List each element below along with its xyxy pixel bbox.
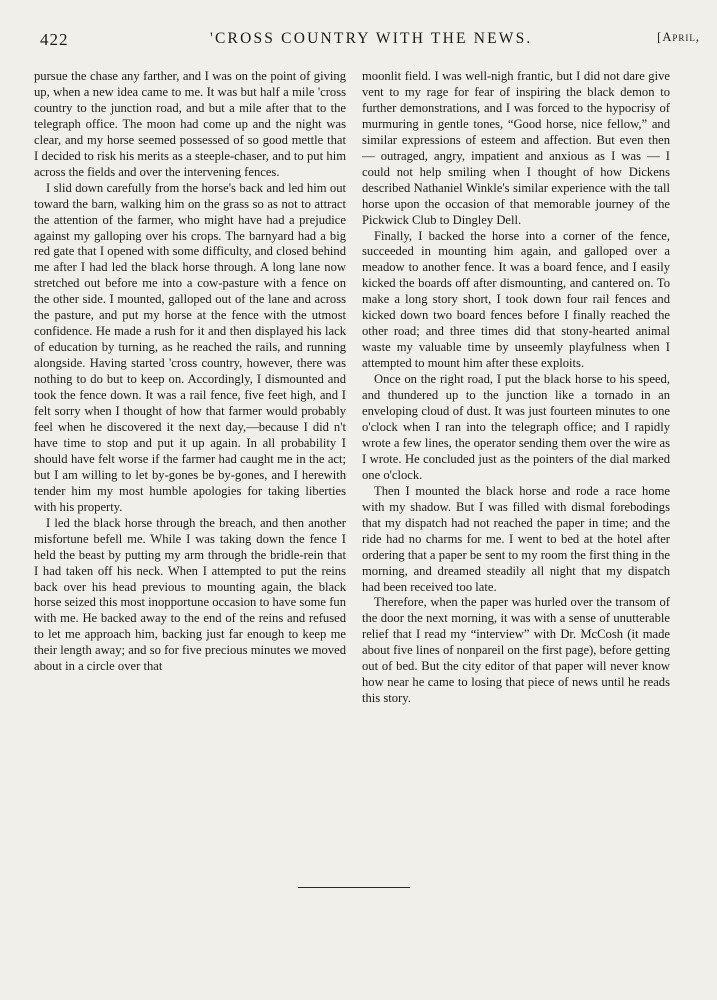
running-title: 'CROSS COUNTRY WITH THE NEWS. [210,30,533,47]
paragraph: Then I mounted the black horse and rode a race home with my shadow. But I was filled with dismal forebodings that my dispatch had not reached the paper in time; and the ride had no charms for me. I went to bed at the hotel after ordering that a paper be sent to my room the first thing in the morning, and dreamed steadily all night that my dispatch had been received too late. [362,483,670,594]
issue-month: [April, [657,30,700,44]
paragraph: Therefore, when the paper was hurled over the transom of the door the next morning, it was with a sense of unutterable relief that I read my “interview” with Dr. McCosh (it made about five lines of nonpareil on the first page), before getting out of bed. But the city editor of that paper will never know how near he came to losing that piece of news until he reads this story. [362,595,670,706]
paragraph: I slid down carefully from the horse's back and led him out toward the barn, walking him on the grass so as not to attract the attention of the farmer, who might have had a prejudice against my galloping over his crops. The barnyard had a big red gate that I opened with some difficulty, and closed behind me after I had led the black horse through. A long lane now stretched out before me into a cow-pasture with a fence on the other side. I mounted, galloped out of the lane and across the pasture, and put my horse at the fence with the utmost confidence. He made a rush for it and then displayed his lack of education by turning, as he reached the rails, and running alongside. Having started 'cross country, however, there was nothing to do but to keep on. Accordingly, I dismounted and took the fence down. It was a rail fence, five feet high, and I felt sorry when I thought of how that farmer would probably feel when he discovered it the next day,—because I did n't have time to stop and put it up again. In all probability I should have felt worse if the farmer had caught me in the act; but I am willing to let by-gones be by-gones, and I herewith tender him my most humble apologies for taking liberties with his property. [34,180,346,514]
left-column [34,69,346,675]
paragraph: Finally, I backed the horse into a corner of the fence, succeeded in mounting him again, and galloped over a meadow to another fence. It was a board fence, and I easily kicked the boards off after dismounting, and cantered on. To make a long story short, I took down four rail fences and kicked down two board fences before I finally reached the other road; and three times did that stony-hearted animal waste my valuable time by unseemly playfulness when I attempted to mount him after these exploits. [362,228,670,371]
running-head [40,30,700,52]
paragraph: I led the black horse through the breach, and then another misfortune befell me. While I was taking down the fence I held the beast by putting my arm through the bridle-rein that I had taken off his neck. When I attempted to put the reins back over his head previous to mounting again, the black horse seized this most inopportune occasion to have some fun with me. He backed away to the end of the reins and refused to let me approach him, backing just far enough to keep me their length away; and so for five precious minutes we moved about in a circle over that [34,515,346,674]
page-number: 422 [40,30,69,49]
end-rule [298,887,410,888]
paragraph: moonlit field. I was well-nigh frantic, but I did not dare give vent to my rage for fear of inspiring the black demon to further demonstrations, and I was forced to the hypocrisy of murmuring in gentle tones, “Good horse, nice fellow,” and similar expressions of esteem and affection. But even then — outraged, angry, impatient and anxious as I was — I could not help smiling when I thought of how Dickens described Nathaniel Winkle's similar experience with the tall horse upon the occasion of that memorable journey of the Pickwick Club to Dingley Dell. [362,69,670,227]
paragraph: Once on the right road, I put the black horse to his speed, and thundered up to the junction like a tornado in an enveloping cloud of dust. It was just fourteen minutes to one o'clock when I ran into the telegraph office; and I rapidly wrote a few lines, the operator sending them over the wire as I wrote. He concluded just as the pointers of the dial marked one o'clock. [362,372,670,482]
right-column [362,69,670,707]
paragraph: pursue the chase any farther, and I was on the point of giving up, when a new idea came to me. It was but half a mile 'cross country to the junction road, and but a mile after that to the telegraph office. The moon had come up and the night was clear, and my horse seemed possessed of so good mettle that I decided to risk his merits as a steeple-chaser, and to put him across the fields and over the intervening fences. [34,69,346,179]
